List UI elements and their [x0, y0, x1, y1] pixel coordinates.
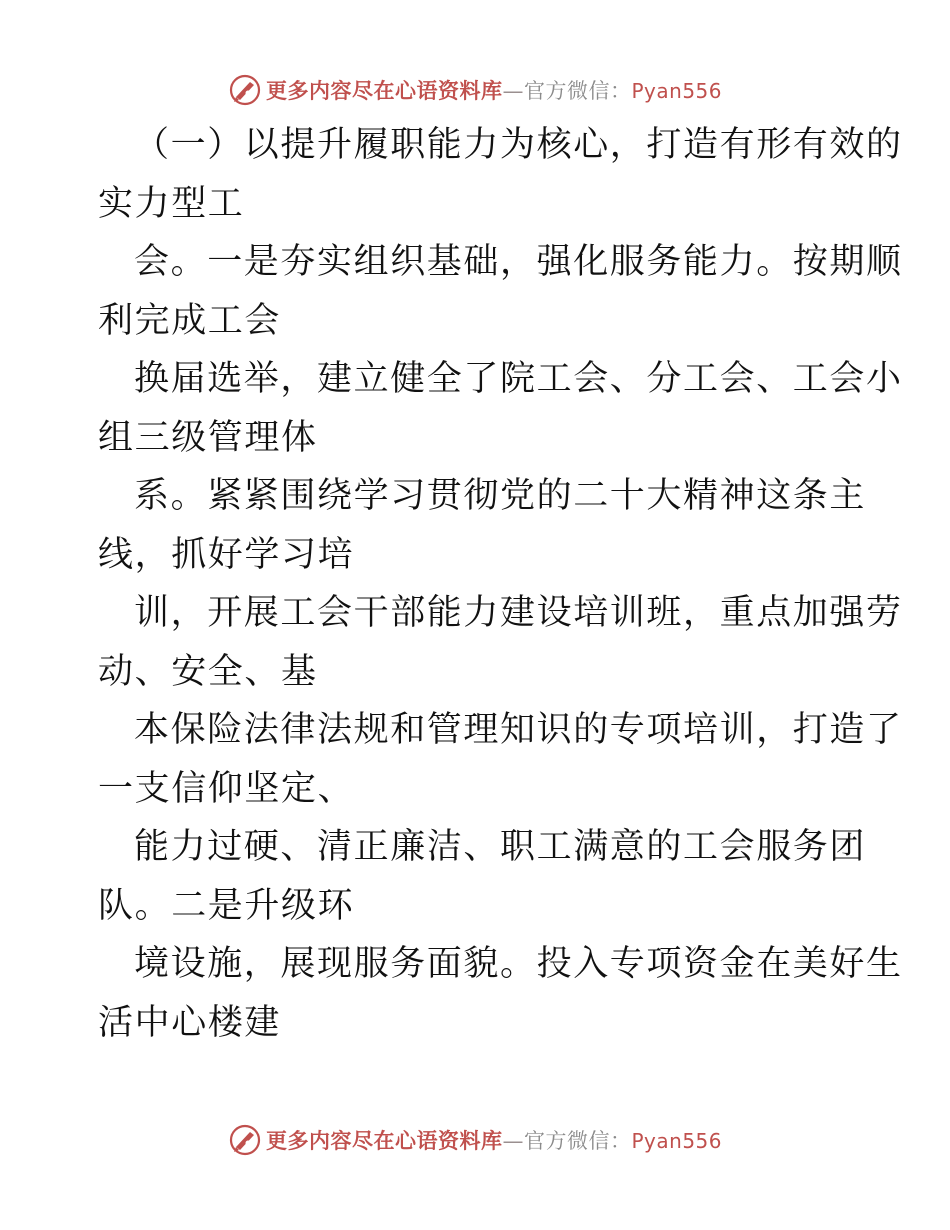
text-line: 队。二是升级环	[98, 885, 355, 926]
text-line: 换届选举，建立健全了院工会、分工会、工会小	[134, 359, 903, 399]
footer-watermark	[0, 1120, 950, 1160]
watermark-wechat-id: Pyan556	[631, 1129, 722, 1153]
text-line: 一支信仰坚定、	[98, 768, 355, 809]
text-line: 训，开展工会干部能力建设培训班，重点加强劳	[134, 593, 903, 633]
text-line: 动、安全、基	[98, 651, 318, 692]
text-line: 本保险法律法规和管理知识的专项培训，打造了	[134, 710, 903, 750]
pen-logo-icon	[228, 1123, 262, 1157]
header-watermark	[0, 70, 950, 110]
watermark-official-text: 官方微信：	[523, 79, 632, 103]
text-line: 组三级管理体	[98, 417, 318, 458]
text-line: 线，抓好学习培	[98, 534, 355, 575]
text-line: 实力型工	[98, 183, 245, 224]
text-line: 能力过硬、清正廉洁、职工满意的工会服务团	[134, 827, 867, 867]
watermark-dash: —	[502, 79, 524, 103]
text-line: 系。紧紧围绕学习贯彻党的二十大精神这条主	[134, 476, 867, 516]
watermark-official-text: 官方微信：	[523, 1129, 632, 1153]
text-line: 活中心楼建	[98, 1002, 282, 1043]
text-line: 境设施，展现服务面貌。投入专项资金在美好生	[134, 944, 903, 984]
watermark-wechat-id: Pyan556	[631, 79, 722, 103]
text-line: （一）以提升履职能力为核心，打造有形有效的	[134, 125, 903, 165]
pen-logo-icon	[228, 73, 262, 107]
watermark-brand-text: 更多内容尽在心语资料库	[265, 78, 503, 103]
text-line: 会。一是夯实组织基础，强化服务能力。按期顺	[134, 242, 903, 282]
document-body	[98, 116, 903, 1052]
text-line: 利完成工会	[98, 300, 282, 341]
watermark-brand-text: 更多内容尽在心语资料库	[265, 1128, 503, 1153]
watermark-dash: —	[502, 1129, 524, 1153]
